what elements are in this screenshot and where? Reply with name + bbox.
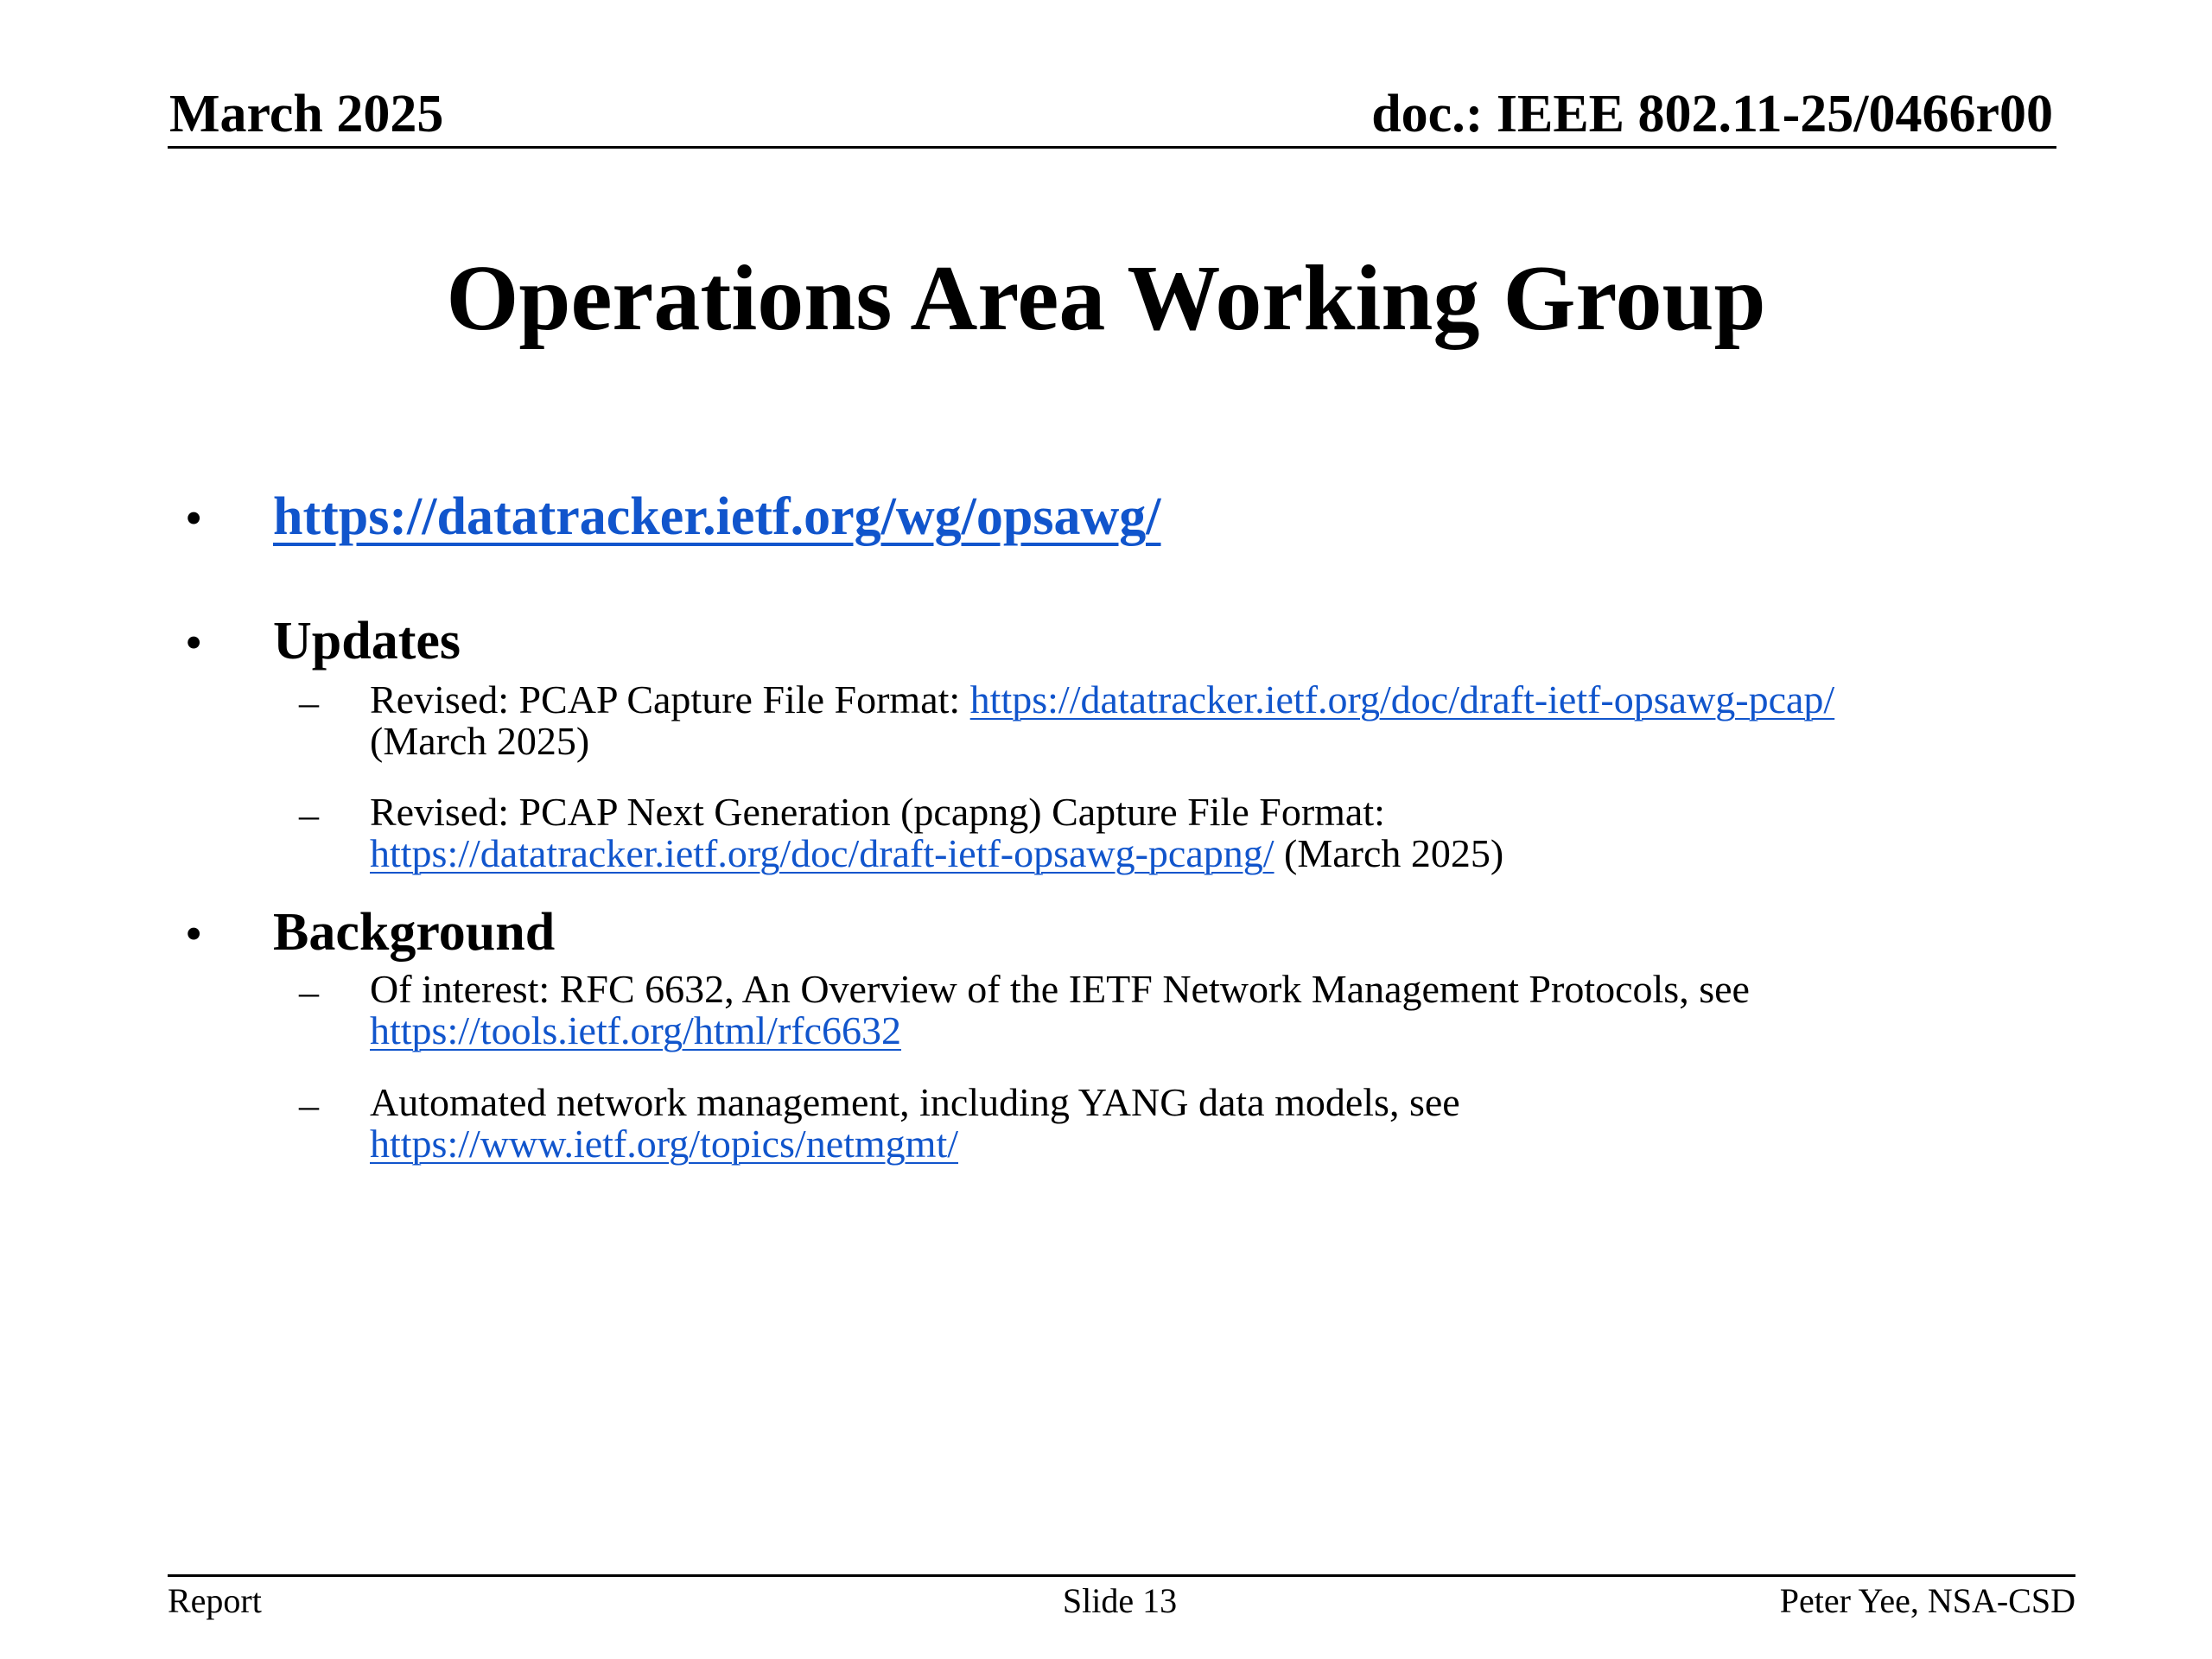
dash-icon: – xyxy=(299,969,319,1014)
wg-link-item xyxy=(273,482,1161,551)
rfc6632-link[interactable]: https://tools.ietf.org/html/rfc6632 xyxy=(370,1008,902,1052)
update-item-text: Revised: PCAP Capture File Format: xyxy=(370,677,970,721)
pcap-draft-link[interactable]: https://datatracker.ietf.org/doc/draft-ietf-opsawg-pcap/ xyxy=(969,677,1835,721)
bullet-icon: • xyxy=(185,490,203,546)
background-item-line xyxy=(370,1123,2063,1165)
update-item xyxy=(370,791,2063,874)
wg-link[interactable]: https://datatracker.ietf.org/wg/opsawg/ xyxy=(273,487,1161,546)
background-item-text: Automated network management, including YANG data models, see xyxy=(370,1080,1460,1124)
pcapng-draft-link[interactable]: https://datatracker.ietf.org/doc/draft-ietf-opsawg-pcapng/ xyxy=(370,831,1274,875)
dash-icon: – xyxy=(299,1083,319,1127)
update-item-date: (March 2025) xyxy=(370,719,590,763)
dash-icon: – xyxy=(299,680,319,724)
update-item-line xyxy=(370,833,2063,874)
update-item-date: (March 2025) xyxy=(1274,831,1504,875)
footer-report: Report xyxy=(168,1581,262,1620)
background-heading: Background xyxy=(273,903,556,962)
dash-icon: – xyxy=(299,792,319,836)
updates-heading: Updates xyxy=(273,612,461,671)
footer-author: Peter Yee, NSA-CSD xyxy=(1779,1581,2075,1620)
update-item-text: Revised: PCAP Next Generation (pcapng) Capture File Format: xyxy=(370,790,1385,834)
netmgmt-link[interactable]: https://www.ietf.org/topics/netmgmt/ xyxy=(370,1122,959,1166)
slide-title: Operations Area Working Group xyxy=(446,247,1766,350)
footer-divider xyxy=(168,1574,2075,1577)
bullet-icon: • xyxy=(185,614,203,671)
background-item xyxy=(370,969,2063,1052)
update-item-line xyxy=(370,679,2063,721)
header-doc-id: doc.: IEEE 802.11-25/0466r00 xyxy=(1371,85,2053,143)
footer-slide-number: Slide 13 xyxy=(1062,1581,1178,1620)
background-item-line xyxy=(370,1010,2063,1052)
background-item-text: Of interest: RFC 6632, An Overview of the IETF Network Management Protocols, see xyxy=(370,967,1750,1011)
bullet-icon: • xyxy=(185,906,203,962)
background-item xyxy=(370,1082,2063,1165)
update-item xyxy=(370,679,2063,762)
header-date: March 2025 xyxy=(169,85,444,143)
